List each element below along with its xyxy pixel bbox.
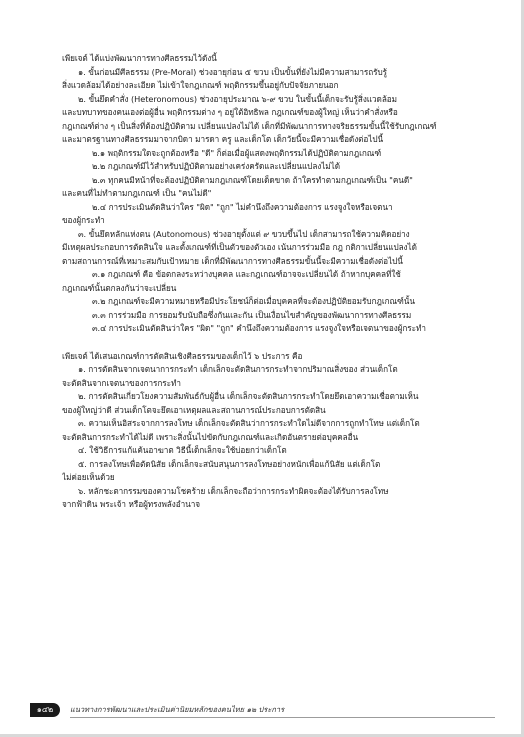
paragraph-line: ๓.๒ กฎเกณฑ์จะมีความหมายหรือมีประโยชน์ก็ต่อเมื่อบุคคลที่จะต้องปฏิบัติยอมรับกฎเกณฑ์นั้น [92,296,415,306]
paragraph-line: จากฟ้าดิน พระเจ้า หรือผู้ทรงพลังอำนาจ [62,499,201,509]
paragraph-line: ตามสถานการณ์ที่เหมาะสมกับเป้าหมาย เด็กที่มีพัฒนาการทางศีลธรรมขั้นนี้จะมีความเชื่อดังต่อไปนี้ [62,255,403,266]
paragraph-line: ๒.๒ กฎเกณฑ์มีไว้สำหรับปฏิบัติตามอย่างเคร่งครัดและเปลี่ยนแปลงไม่ได้ [92,161,340,171]
paragraph-line: เพียเจต์ ได้แบ่งพัฒนาการทางศีลธรรมไว้ดังนี้ [62,53,217,63]
paragraph-line: ของผู้กระทำ [62,215,105,225]
paragraph-line: ๖. หลักชะตากรรมของความโชคร้าย เด็กเล็กจะถือว่าการกระทำผิดจะต้องได้รับการลงโทษ [78,485,389,496]
paragraph-line: กฎเกณฑ์ต่าง ๆ เป็นสิ่งที่ต้องปฏิบัติตาม เปลี่ยนแปลงไม่ได้ เด็กที่มีพัฒนาการทางจริยธรรมขั้นนี้ใช้รับกฎเกณฑ์ [62,120,437,131]
paragraph-line: ๒. การตัดสินเกี่ยวโยงความสัมพันธ์กับผู้อื่น เด็กเล็กจะตัดสินการกระทำโดยยึดเอาความเชื่อตามเห็น [78,391,419,401]
paragraph-line: ๑. การตัดสินจากเจตนาการกระทำ เด็กเล็กจะตัดสินการกระทำจากปริมาณสิ่งของ ส่วนเด็กโต [78,364,398,374]
paragraph-line: และคนที่ไม่ทำตามกฎเกณฑ์ เป็น "คนไม่ดี" [62,188,212,198]
document-body [62,52,482,512]
page-number: ๑๔๒ [36,705,54,714]
paragraph-line: ๒. ขั้นยึดคำสั่ง (Heteronomous) ช่วงอายุประมาณ ๖-๙ ขวบ ในขั้นนี้เด็กจะรับรู้สิ่งแวดล้อม [78,93,398,104]
section-gap [62,336,482,350]
paragraph-line: และมาตรฐานทางศีลธรรมมาจากบิดา มารดา ครู และเด็กโต เด็กวัยนี้จะมีความเชื่อดังต่อไปนี้ [62,134,384,144]
paragraph-line: มีเหตุผลประกอบการตัดสินใจ และตั้งเกณฑ์ที่เป็นตัวของตัวเอง เน้นการร่วมมือ กฎ กติกาเปลี่ยนแปลงได้ [62,242,417,252]
paragraph-line: ๔. ใช้วิธีการแก้แค้นอาฆาต วิธีนี้เด็กเล็กจะใช้บ่อยกว่าเด็กโต [78,445,287,455]
paragraph-line: จะตัดสินการกระทำได้ไม่ดี เพราะสิ่งนั้นไปขัดกับกฎเกณฑ์และเกิดอันตรายต่อบุคคลอื่น [62,431,359,442]
paragraph-line: ๓. ขั้นยึดหลักแห่งตน (Autonomous) ช่วงอายุตั้งแต่ ๙ ขวบขึ้นไป เด็กสามารถใช้ความคิดอย่าง [78,228,410,239]
paragraph-line: กฎเกณฑ์นั้นตกลงกันว่าจะเปลี่ยน [62,282,177,293]
paragraph-line: ๒.๑ พฤติกรรมใดจะถูกต้องหรือ "ดี" ก็ต่อเมื่อผู้แสดงพฤติกรรมได้ปฏิบัติตามกฎเกณฑ์ [92,147,382,158]
paragraph-line: สิ่งแวดล้อมได้อย่างละเอียด ไม่เข้าใจกฎเกณฑ์ พฤติกรรมขึ้นอยู่กับปัจจัยภายนอก [62,80,339,90]
page-footer [30,700,495,720]
paragraph-line: ๓.๑ กฎเกณฑ์ คือ ข้อตกลงระหว่างบุคคล และกฎเกณฑ์อาจจะเปลี่ยนได้ ถ้าหากบุคคลที่ใช้ [92,269,401,279]
paragraph-line: ๒.๔ การประเมินตัดสินว่าใคร "ผิด" "ถูก" ไม่คำนึงถึงความต้องการ แรงจูงใจหรือเจตนา [92,201,393,212]
paragraph-line: ไม่ค่อยเห็นด้วย [62,472,115,482]
paragraph-line: ๕. การลงโทษเพื่อตัดนิสัย เด็กเล็กจะสนับสนุนการลงโทษอย่างหนักเพื่อแก้นิสัย แต่เด็กโต [78,458,381,469]
paragraph-line: และบทบาทของคนเองต่อผู้อื่น พฤติกรรมต่าง ๆ อยู่ใต้อิทธิพล กฎเกณฑ์ของผู้ใหญ่ เห็นว่าคำสั่งหรือ [62,107,398,117]
paragraph-line: ๓. ความเห็นอิสระจากการลงโทษ เด็กเล็กจะตัดสินว่าการกระทำใดไม่ดีจากการถูกทำโทษ แต่เด็กโต [78,418,420,428]
paragraph-line: จะตัดสินจากเจตนาของการกระทำ [62,377,181,388]
paragraph-line: ๓.๔ การประเมินตัดสินว่าใคร "ผิด" "ถูก" คำนึงถึงความต้องการ แรงจูงใจหรือเจตนาของผู้กระทำ [92,323,426,333]
page-number-badge [30,703,60,717]
footer-divider [70,717,495,718]
paragraph-line: ๓.๓ การร่วมมือ การยอมรับนับถือซึ่งกันและกัน เป็นเงื่อนไขสำคัญของพัฒนาการทางศีลธรรม [92,309,412,320]
footer-title: แนวทางการพัฒนาและประเมินค่านิยมหลักของคนไทย ๑๒ ประการ [70,705,285,714]
paragraph-line: ของผู้ใหญ่ว่าดี ส่วนเด็กโตจะยึดเอาเหตุผลและสถานการณ์ประกอบการตัดสิน [62,404,326,415]
paragraph-line: ๑. ขั้นก่อนมีศีลธรรม (Pre-Moral) ช่วงอายุก่อน ๕ ขวบ เป็นขั้นที่ยังไม่มีความสามารถรับรู้ [78,66,387,77]
paragraph-line: เพียเจต์ ได้เสนอเกณฑ์การตัดสินเชิงศีลธรรมของเด็กไว้ ๖ ประการ คือ [62,350,303,361]
paragraph-line: ๒.๓ ทุกคนมีหน้าที่จะต้องปฏิบัติตามกฎเกณฑ์โดยเด็ดขาด ถ้าใครทำตามกฎเกณฑ์เป็น "คนดี" [92,174,413,185]
